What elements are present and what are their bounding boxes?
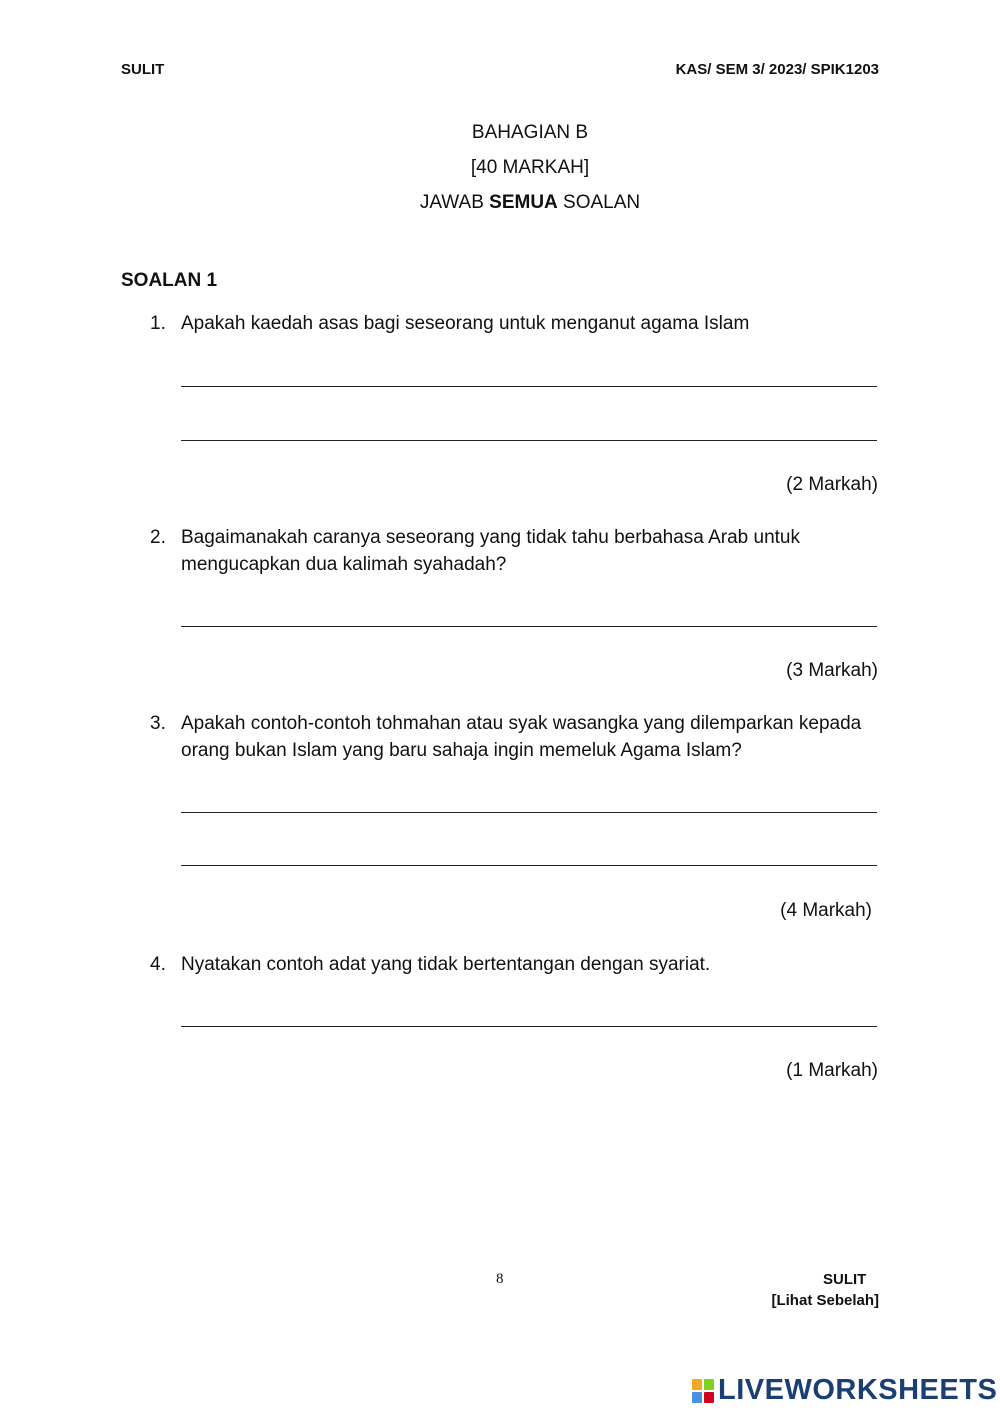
instruction-post: SOALAN [557,192,641,213]
question-2-answer-line-1[interactable] [181,626,877,627]
section-title: BAHAGIAN B [471,122,589,143]
question-3-answer-line-1[interactable] [181,812,877,813]
section-marks: [40 MARKAH] [470,157,590,178]
liveworksheets-icon [692,1379,714,1403]
instruction-bold: SEMUA [489,192,558,213]
question-4-text: Nyatakan contoh adat yang tidak bertentangan dengan syariat. [181,954,711,975]
question-1-answer-line-1[interactable] [181,386,877,387]
question-2-number: 2. [150,527,166,548]
question-4-marks: (1 Markah) [786,1060,878,1081]
section-instruction [60,192,1000,214]
footer-sulit: SULIT [823,1271,867,1288]
instruction-pre: JAWAB [419,192,490,213]
question-3-text: Apakah contoh-contoh tohmahan atau syak wasangka yang dilemparkan kepada orang bukan Islam yang baru sahaja ingin memeluk Agama Islam? [181,713,862,761]
soalan-title: SOALAN 1 [121,270,218,291]
question-3-marks: (4 Markah) [780,900,872,921]
question-1-answer-line-2[interactable] [181,440,877,441]
liveworksheets-text: LIVEWORKSHEETS [718,1374,998,1406]
logo-square-4 [704,1392,714,1403]
question-1-number: 1. [150,313,166,334]
header-right: KAS/ SEM 3/ 2023/ SPIK1203 [675,61,879,78]
logo-square-1 [692,1379,702,1390]
footer-lihat-sebelah: [Lihat Sebelah] [771,1292,879,1309]
page-number: 8 [496,1271,504,1287]
logo-square-2 [704,1379,714,1390]
question-3-number: 3. [150,713,166,734]
question-1-text: Apakah kaedah asas bagi seseorang untuk menganut agama Islam [181,313,750,334]
logo-square-3 [692,1392,702,1403]
question-2-marks: (3 Markah) [786,660,878,681]
question-4-answer-line-1[interactable] [181,1026,877,1027]
header-left: SULIT [121,61,165,78]
question-1-marks: (2 Markah) [786,474,878,495]
question-2-text: Bagaimanakah caranya seseorang yang tidak tahu berbahasa Arab untuk mengucapkan dua kalimah syahadah? [181,527,800,575]
question-3-answer-line-2[interactable] [181,865,877,866]
question-4-number: 4. [150,954,166,975]
liveworksheets-logo [692,1374,997,1407]
